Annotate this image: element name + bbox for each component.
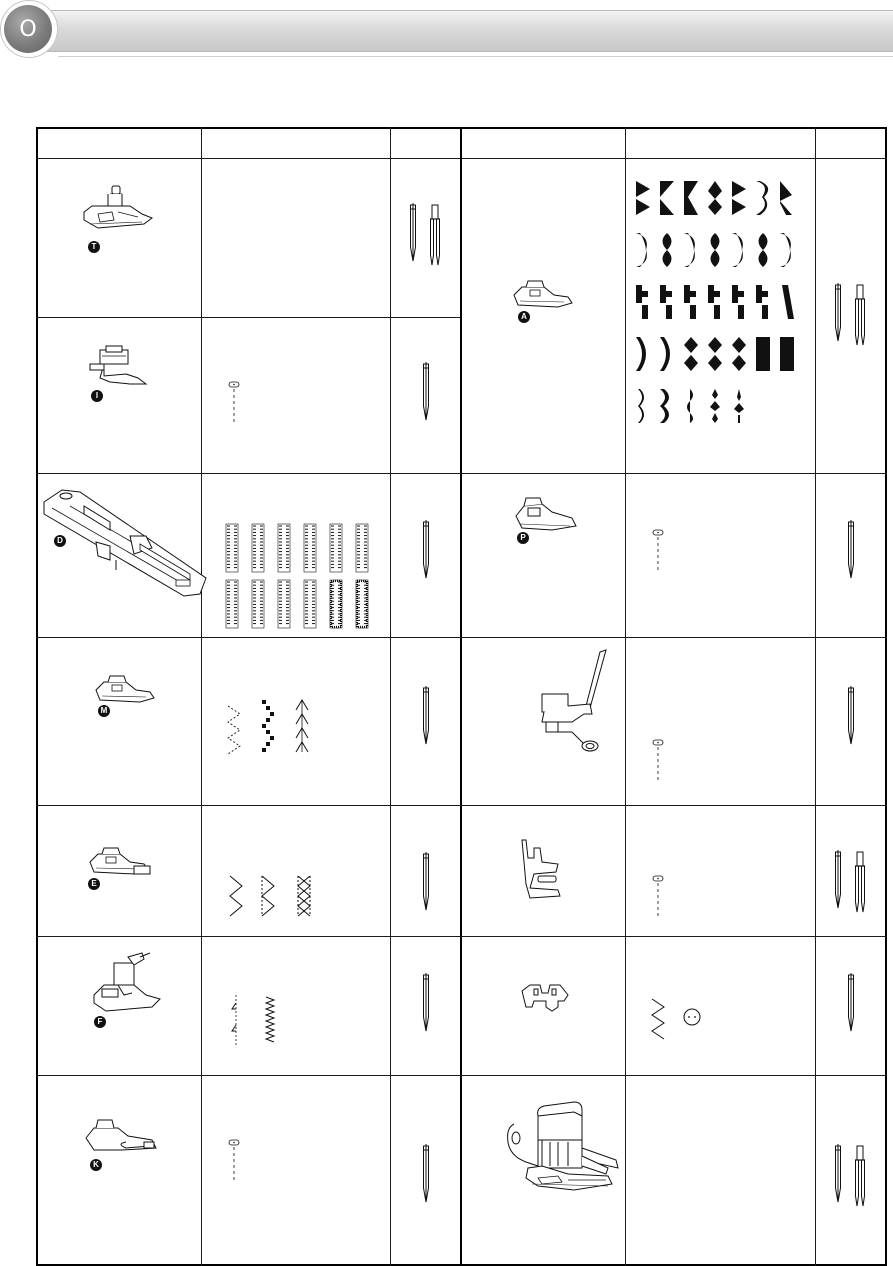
presser-foot-icon bbox=[88, 949, 168, 1019]
single-needle-icon bbox=[416, 520, 436, 590]
decorative-pattern bbox=[684, 233, 695, 267]
single-needle-icon bbox=[416, 852, 436, 922]
needle-cell-e bbox=[391, 806, 460, 936]
stitch-cell-walking bbox=[626, 1076, 815, 1264]
decorative-pattern bbox=[708, 181, 722, 215]
single-needle-icon bbox=[416, 1144, 436, 1214]
needle-cell-p bbox=[816, 474, 885, 637]
decorative-stitch-icon bbox=[632, 181, 822, 471]
header-cell-foot bbox=[38, 129, 201, 158]
foot-cell-i bbox=[38, 318, 201, 473]
buttonhole-pattern bbox=[330, 580, 342, 628]
foot-letter-p: P bbox=[517, 532, 529, 544]
decorative-pattern bbox=[684, 337, 698, 371]
stitch-cell-k bbox=[202, 1076, 390, 1264]
straight-stitch-icon bbox=[650, 740, 670, 800]
needle-cell-button bbox=[816, 937, 885, 1075]
decorative-pattern bbox=[732, 285, 744, 319]
decorative-pattern bbox=[756, 337, 770, 371]
decorative-pattern bbox=[636, 337, 646, 371]
single-needle-icon bbox=[841, 686, 861, 756]
foot-cell-a bbox=[462, 159, 625, 473]
walking-foot-icon bbox=[498, 1094, 628, 1204]
stitch-cell-f bbox=[202, 937, 390, 1075]
foot-cell-p bbox=[462, 474, 625, 637]
stitch-cell-d bbox=[202, 474, 390, 637]
header-cell-stitch bbox=[202, 129, 390, 158]
decorative-pattern bbox=[734, 389, 744, 423]
section-badge-glyph: O bbox=[19, 16, 37, 42]
stitch-cell-quilting-guide bbox=[626, 638, 815, 805]
buttonhole-pattern bbox=[226, 524, 238, 572]
buttonhole-pattern bbox=[304, 580, 316, 628]
straight-stitch-icon bbox=[226, 382, 246, 442]
single-needle-icon bbox=[841, 520, 861, 590]
stitch-cell-e bbox=[202, 806, 390, 936]
overcast-stitch-icon bbox=[226, 870, 336, 930]
buttonhole-pattern-icon bbox=[226, 524, 396, 634]
stitch-cell-p bbox=[626, 474, 815, 637]
foot-cell-e bbox=[38, 806, 201, 936]
stitch-cell-a bbox=[626, 159, 815, 473]
presser-foot-icon bbox=[86, 346, 156, 396]
single-needle-icon bbox=[416, 686, 436, 756]
decorative-pattern bbox=[660, 389, 669, 423]
needle-cell-t bbox=[391, 159, 460, 317]
foot-letter-a: A bbox=[518, 311, 530, 323]
stitch-cell-m bbox=[202, 638, 390, 805]
single-needle-icon bbox=[416, 973, 436, 1043]
presser-foot-icon bbox=[518, 981, 578, 1021]
decorative-pattern bbox=[708, 285, 720, 319]
decorative-pattern bbox=[732, 337, 746, 371]
decorative-pattern bbox=[756, 181, 768, 215]
decorative-pattern bbox=[636, 285, 648, 319]
decorative-pattern bbox=[732, 233, 743, 267]
buttonhole-foot-icon bbox=[40, 484, 210, 614]
foot-letter-t: T bbox=[88, 241, 100, 253]
buttonhole-pattern bbox=[278, 524, 290, 572]
buttonhole-pattern bbox=[356, 580, 368, 628]
foot-cell-walking bbox=[462, 1076, 625, 1264]
decorative-pattern bbox=[636, 233, 647, 267]
twin-needle-set-icon bbox=[830, 1144, 870, 1214]
blind-stitch-icon bbox=[226, 995, 306, 1055]
stitch-cell-narrow bbox=[626, 806, 815, 936]
foot-cell-f bbox=[38, 937, 201, 1075]
foot-cell-quilting-guide bbox=[462, 638, 625, 805]
presser-foot-icon bbox=[90, 846, 160, 886]
decorative-pattern bbox=[660, 181, 674, 215]
foot-letter-d: D bbox=[54, 535, 66, 547]
foot-cell-d bbox=[38, 474, 201, 637]
decorative-pattern bbox=[660, 337, 670, 371]
decorative-pattern bbox=[732, 181, 746, 215]
buttonhole-pattern bbox=[330, 524, 342, 572]
decorative-pattern bbox=[780, 337, 794, 371]
decorative-pattern bbox=[663, 233, 672, 267]
decorative-pattern bbox=[711, 233, 720, 267]
twin-needle-set-icon bbox=[830, 283, 870, 353]
stitch-cell-button bbox=[626, 937, 815, 1075]
decorative-pattern bbox=[708, 337, 722, 371]
decorative-pattern bbox=[687, 389, 693, 423]
decorative-pattern bbox=[636, 181, 650, 215]
buttonhole-pattern bbox=[252, 580, 264, 628]
decorative-pattern bbox=[756, 285, 768, 319]
foot-letter-m: M bbox=[98, 705, 110, 717]
straight-stitch-icon bbox=[650, 530, 670, 590]
foot-cell-t bbox=[38, 159, 201, 317]
needle-cell-f bbox=[391, 937, 460, 1075]
button-sewing-icon bbox=[650, 995, 740, 1055]
buttonhole-pattern bbox=[252, 524, 264, 572]
straight-stitch-icon bbox=[226, 1140, 246, 1200]
header-cell-needle bbox=[391, 129, 460, 158]
header-cell-stitch-right bbox=[626, 129, 815, 158]
needle-cell-d bbox=[391, 474, 460, 637]
needle-cell-quilting-guide bbox=[816, 638, 885, 805]
buttonhole-pattern bbox=[356, 524, 368, 572]
zigzag-stitch-icon bbox=[226, 686, 336, 756]
foot-letter-f: F bbox=[94, 1016, 106, 1028]
foot-cell-k bbox=[38, 1076, 201, 1264]
decorative-pattern bbox=[759, 233, 768, 267]
button-icon bbox=[684, 1009, 700, 1025]
needle-cell-m bbox=[391, 638, 460, 805]
decorative-pattern bbox=[780, 233, 791, 267]
needle-cell-a bbox=[816, 159, 885, 473]
decorative-pattern bbox=[638, 389, 644, 423]
stitch-cell-i bbox=[202, 318, 390, 473]
presser-foot-icon bbox=[518, 838, 578, 908]
needle-cell-walking bbox=[816, 1076, 885, 1264]
buttonhole-pattern bbox=[278, 580, 290, 628]
header-cell-foot-right bbox=[462, 129, 625, 158]
decorative-pattern bbox=[684, 285, 696, 319]
decorative-pattern bbox=[660, 285, 672, 319]
single-needle-icon bbox=[841, 973, 861, 1043]
straight-stitch-icon bbox=[650, 876, 670, 936]
foot-cell-narrow bbox=[462, 806, 625, 936]
foot-letter-e: E bbox=[88, 878, 100, 890]
presser-foot-icon bbox=[532, 648, 622, 758]
decorative-pattern bbox=[710, 389, 720, 423]
decorative-pattern bbox=[782, 285, 794, 319]
twin-needle-set-icon bbox=[405, 203, 445, 273]
twin-needle-set-icon bbox=[830, 850, 870, 920]
buttonhole-pattern bbox=[304, 524, 316, 572]
single-needle-icon bbox=[416, 362, 436, 432]
foot-cell-button bbox=[462, 937, 625, 1075]
decorative-pattern bbox=[780, 181, 792, 215]
decorative-pattern bbox=[684, 181, 698, 215]
foot-cell-m bbox=[38, 638, 201, 805]
needle-cell-k bbox=[391, 1076, 460, 1264]
needle-cell-i bbox=[391, 318, 460, 473]
foot-letter-k: K bbox=[90, 1159, 102, 1171]
foot-letter-i: I bbox=[91, 390, 103, 402]
header-cell-needle-right bbox=[816, 129, 885, 158]
buttonhole-pattern bbox=[226, 580, 238, 628]
needle-cell-narrow bbox=[816, 806, 885, 936]
